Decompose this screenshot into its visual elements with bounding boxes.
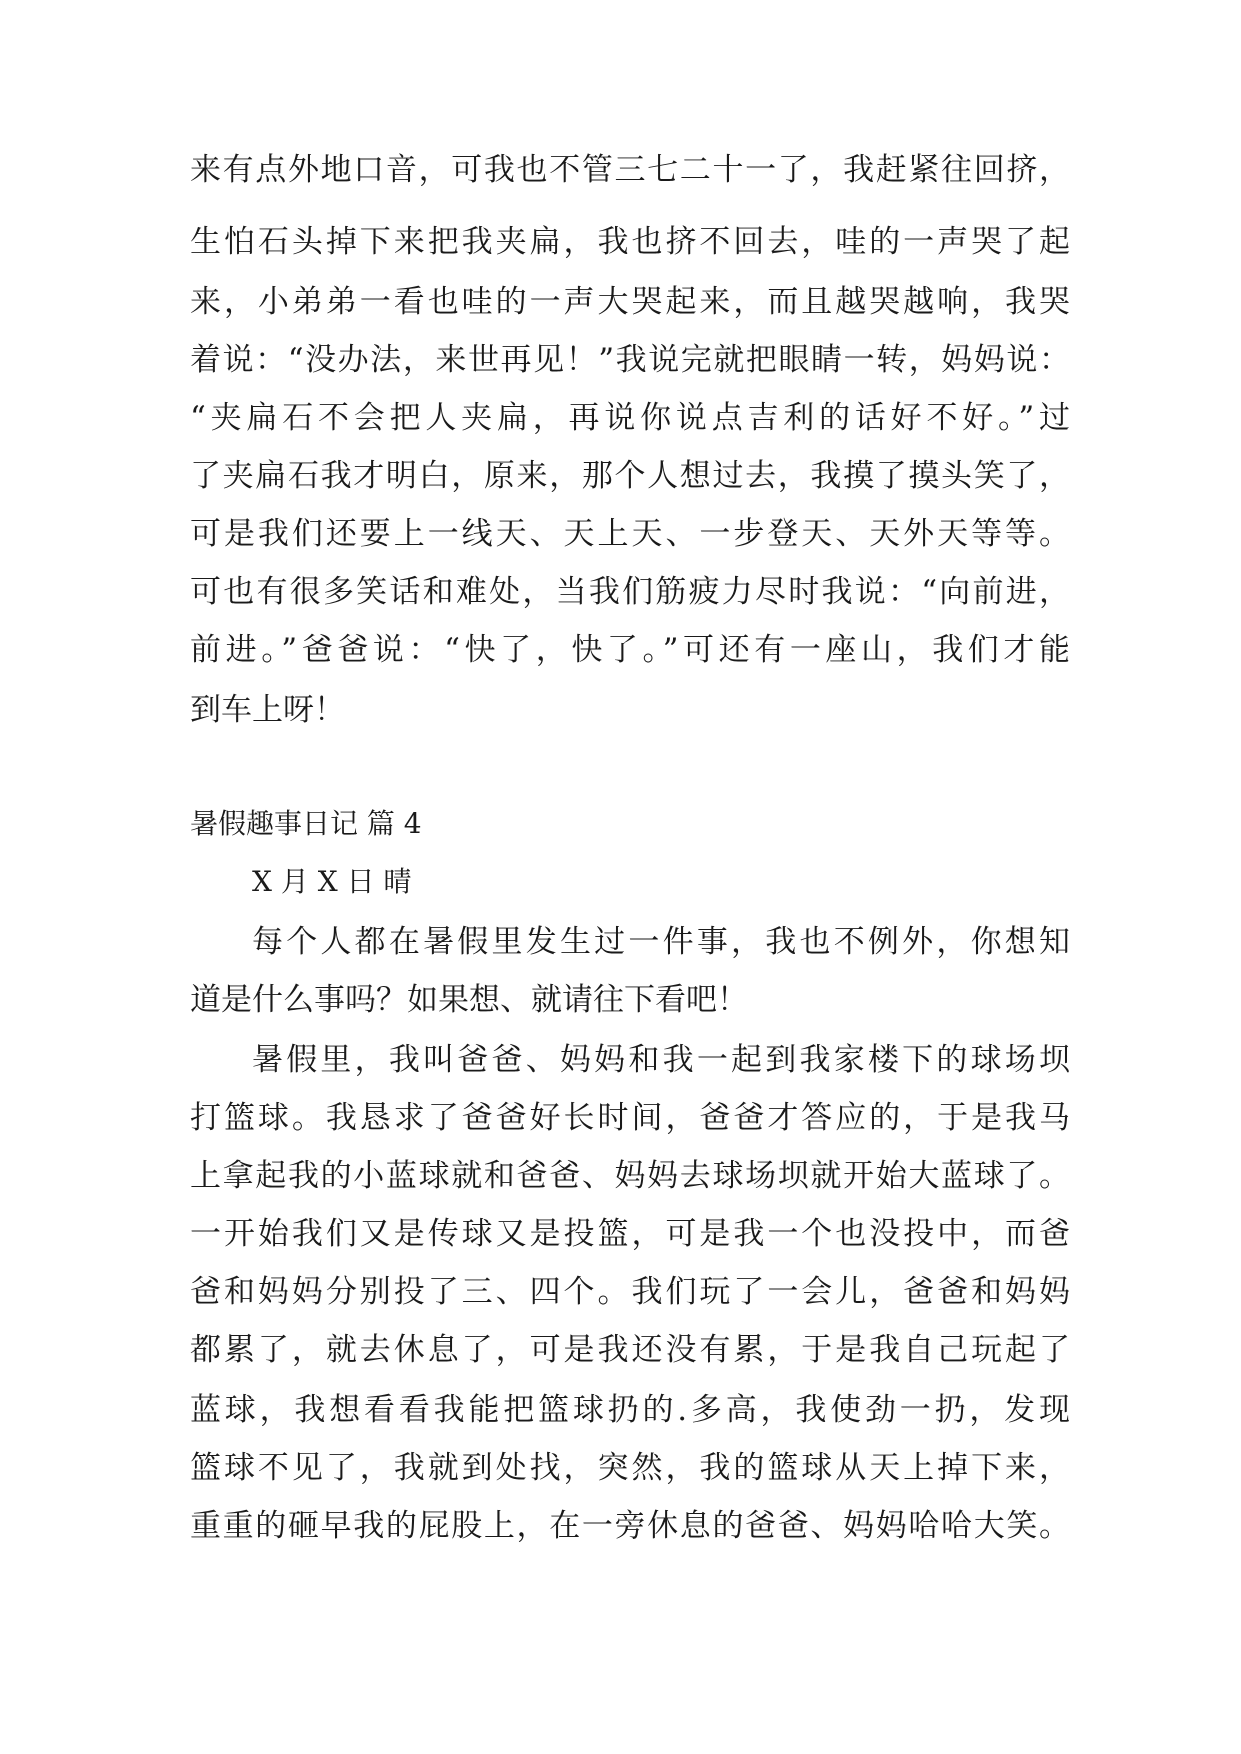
text-line: 暑假里，我叫爸爸、妈妈和我一起到我家楼下的球场坝 bbox=[252, 1042, 1070, 1078]
date-line: X 月 X 日 晴 bbox=[252, 865, 412, 898]
text-line: 爸和妈妈分别投了三、四个。我们玩了一会儿，爸爸和妈妈 bbox=[190, 1274, 1070, 1310]
text-line: 到车上呀！ bbox=[190, 692, 345, 728]
text-line: 每个人都在暑假里发生过一件事，我也不例外，你想知 bbox=[252, 924, 1070, 960]
text-line: 一开始我们又是传球又是投篮，可是我一个也没投中，而爸 bbox=[190, 1216, 1070, 1252]
text-line: 打篮球。我恳求了爸爸好长时间，爸爸才答应的，于是我马 bbox=[190, 1100, 1070, 1136]
text-line: “夹扁石不会把人夹扁，再说你说点吉利的话好不好。”过 bbox=[190, 400, 1070, 436]
text-line: 篮球不见了，我就到处找，突然，我的篮球从天上掉下来， bbox=[190, 1450, 1070, 1486]
text-line: 了夹扁石我才明白，原来，那个人想过去，我摸了摸头笑了， bbox=[190, 458, 1070, 494]
text-line: 来有点外地口音，可我也不管三七二十一了，我赶紧往回挤， bbox=[190, 152, 1070, 188]
text-line: 上拿起我的小蓝球就和爸爸、妈妈去球场坝就开始大蓝球了。 bbox=[190, 1158, 1070, 1194]
text-line: 道是什么事吗？如果想、就请往下看吧！ bbox=[190, 982, 748, 1018]
text-line: 蓝球，我想看看我能把篮球扔的.多高，我使劲一扔，发现 bbox=[190, 1392, 1070, 1428]
text-line: 可是我们还要上一线天、天上天、一步登天、天外天等等。 bbox=[190, 516, 1070, 552]
text-line: 前进。”爸爸说：“快了，快了。”可还有一座山，我们才能 bbox=[190, 632, 1070, 668]
text-line: 生怕石头掉下来把我夹扁，我也挤不回去，哇的一声哭了起 bbox=[190, 224, 1070, 260]
text-line: 重重的砸早我的屁股上，在一旁休息的爸爸、妈妈哈哈大笑。 bbox=[190, 1508, 1070, 1544]
text-line: 来，小弟弟一看也哇的一声大哭起来，而且越哭越响，我哭 bbox=[190, 284, 1070, 320]
text-line: 着说：“没办法，来世再见！”我说完就把眼睛一转，妈妈说： bbox=[190, 342, 1070, 378]
text-line: 可也有很多笑话和难处，当我们筋疲力尽时我说：“向前进， bbox=[190, 574, 1070, 610]
text-line: 都累了，就去休息了，可是我还没有累，于是我自己玩起了 bbox=[190, 1332, 1070, 1368]
article-heading: 暑假趣事日记 篇 4 bbox=[190, 807, 422, 840]
